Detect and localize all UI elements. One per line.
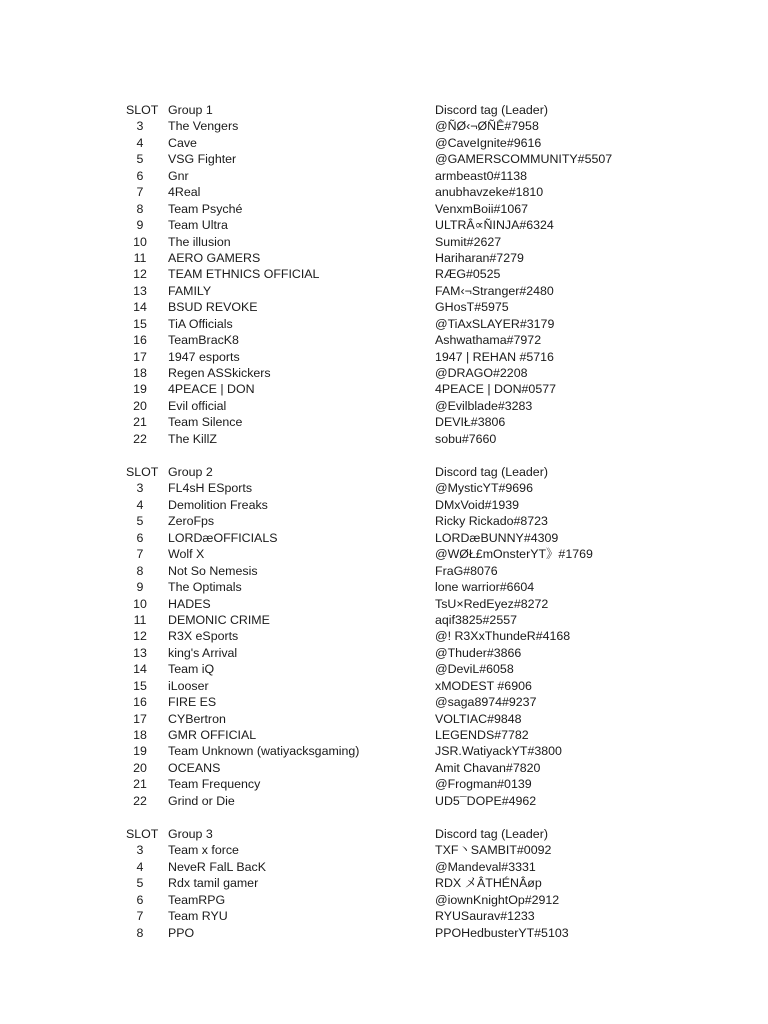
table-row [0, 151, 768, 167]
slot-number: 11 [133, 612, 147, 627]
discord-tag-header: Discord tag (Leader) [435, 465, 548, 479]
slot-number: 7 [136, 909, 144, 924]
slot-number: 4 [136, 859, 144, 874]
slot-number: 16 [133, 333, 147, 348]
discord-tag: sobu#7660 [435, 431, 497, 446]
discord-tag: RYUSaurav#1233 [435, 909, 535, 924]
discord-tag: @WØŁ£mOnsterYT》#1769 [435, 547, 593, 562]
slot-number: 20 [133, 760, 147, 775]
slot-number: 6 [136, 892, 144, 907]
table-row [0, 530, 768, 546]
slot-number: 19 [133, 382, 147, 397]
discord-tag: Ashwathama#7972 [435, 333, 542, 348]
discord-tag: @MysticYT#9696 [435, 481, 533, 496]
slot-number: 12 [133, 629, 147, 644]
slot-number: 22 [133, 431, 147, 446]
team-name: DEMONIC CRIME [168, 612, 270, 627]
table-row [0, 727, 768, 743]
slot-number: 15 [133, 678, 147, 693]
discord-tag: 4PEACE | DON#0577 [435, 382, 556, 397]
slot-number: 5 [136, 152, 144, 167]
discord-tag: Sumit#2627 [435, 234, 502, 249]
slot-number: 10 [133, 596, 147, 611]
table-row [0, 201, 768, 217]
slot-header: SLOT [126, 103, 159, 117]
team-name: Team Silence [168, 415, 243, 430]
team-name: Team iQ [168, 662, 215, 677]
team-name: Team Psyché [168, 201, 243, 216]
slot-number: 21 [133, 415, 147, 430]
table-row [0, 596, 768, 612]
table-row [0, 118, 768, 134]
discord-tag-header: Discord tag (Leader) [435, 827, 548, 841]
table-row [0, 234, 768, 250]
group-header-row [0, 102, 768, 118]
discord-tag: GHosT#5975 [435, 300, 509, 315]
group-section [0, 464, 768, 809]
slot-number: 8 [136, 925, 144, 940]
team-name: VSG Fighter [168, 152, 237, 167]
slot-number: 19 [133, 744, 147, 759]
discord-tag: anubhavzeke#1810 [435, 185, 544, 200]
team-name: The KillZ [168, 431, 217, 446]
table-row [0, 135, 768, 151]
slot-number: 21 [133, 777, 147, 792]
team-name: NeveR FalL BacK [168, 859, 267, 874]
table-row [0, 743, 768, 759]
slot-number: 4 [136, 135, 144, 150]
team-name: Not So Nemesis [168, 563, 258, 578]
discord-tag: @CaveIgnite#9616 [435, 135, 542, 150]
table-row [0, 711, 768, 727]
team-name: HADES [168, 596, 211, 611]
team-name: 4Real [168, 185, 201, 200]
discord-tag: VOLTIAC#9848 [435, 711, 522, 726]
table-row [0, 793, 768, 809]
discord-tag: @saga8974#9237 [435, 695, 537, 710]
table-row [0, 678, 768, 694]
table-row [0, 776, 768, 792]
team-name: ZeroFps [168, 514, 215, 529]
slot-number: 8 [136, 201, 144, 216]
discord-tag: Ricky Rickado#8723 [435, 514, 548, 529]
slot-number: 9 [136, 580, 144, 595]
discord-tag: @Frogman#0139 [435, 777, 532, 792]
table-row [0, 266, 768, 282]
table-row [0, 316, 768, 332]
discord-tag: FAM‹¬Stranger#2480 [435, 283, 554, 298]
discord-tag: ULTRÂ∝ÑINJA#6324 [435, 218, 554, 233]
team-name: FL4sH ESports [168, 481, 253, 496]
table-row [0, 925, 768, 941]
slot-header: SLOT [126, 827, 159, 841]
team-name: Team Unknown (watiyacksgaming) [168, 744, 360, 759]
discord-tag: TXF丶SAMBIT#0092 [435, 843, 552, 858]
slot-number: 13 [133, 645, 147, 660]
team-name: Cave [168, 135, 197, 150]
team-name: OCEANS [168, 760, 221, 775]
team-name: TiA Officials [168, 316, 233, 331]
discord-tag: PPOHedbusterYT#5103 [435, 925, 569, 940]
team-name: Gnr [168, 168, 189, 183]
table-row [0, 497, 768, 513]
slot-number: 22 [133, 793, 147, 808]
table-row [0, 398, 768, 414]
slot-number: 9 [136, 218, 144, 233]
table-row [0, 908, 768, 924]
discord-tag: @Thuder#3866 [435, 645, 522, 660]
team-name: 4PEACE | DON [168, 382, 255, 397]
table-row [0, 842, 768, 858]
table-row [0, 431, 768, 447]
table-row [0, 694, 768, 710]
discord-tag: @! R3XxThundeR#4168 [435, 629, 571, 644]
team-name: 1947 esports [168, 349, 240, 364]
discord-tag: @Evilblade#3283 [435, 398, 533, 413]
team-name: TeamRPG [168, 892, 226, 907]
slot-number: 20 [133, 398, 147, 413]
team-name: FAMILY [168, 283, 212, 298]
table-row [0, 283, 768, 299]
team-name: AERO GAMERS [168, 250, 261, 265]
group-section [0, 102, 768, 447]
table-row [0, 546, 768, 562]
discord-tag: lone warrior#6604 [435, 580, 535, 595]
team-name: BSUD REVOKE [168, 300, 258, 315]
table-row [0, 612, 768, 628]
team-name: FIRE ES [168, 695, 217, 710]
team-name: R3X eSports [168, 629, 239, 644]
slot-number: 12 [133, 267, 147, 282]
team-name: LORDæOFFICIALS [168, 530, 278, 545]
discord-tag: LORDæBUNNY#4309 [435, 530, 559, 545]
table-row [0, 859, 768, 875]
table-row [0, 628, 768, 644]
slot-header: SLOT [126, 465, 159, 479]
slot-number: 16 [133, 695, 147, 710]
slot-number: 10 [133, 234, 147, 249]
discord-tag: RDX メÂTHÉNÂøp [435, 876, 542, 891]
slot-number: 6 [136, 168, 144, 183]
table-row [0, 168, 768, 184]
table-row [0, 892, 768, 908]
slot-number: 3 [136, 481, 144, 496]
slot-number: 14 [133, 300, 147, 315]
team-name: The illusion [168, 234, 231, 249]
discord-tag: VenxmBoii#1067 [435, 201, 528, 216]
discord-tag: 1947 | REHAN #5716 [435, 349, 554, 364]
team-name: Team RYU [168, 909, 228, 924]
team-name: Evil official [168, 398, 227, 413]
slot-number: 4 [136, 497, 144, 512]
team-name: CYBertron [168, 711, 226, 726]
team-name: Wolf X [168, 547, 205, 562]
table-row [0, 645, 768, 661]
team-name: PPO [168, 925, 195, 940]
team-name: Team Frequency [168, 777, 261, 792]
table-row [0, 661, 768, 677]
slot-number: 8 [136, 563, 144, 578]
slot-number: 7 [136, 547, 144, 562]
table-row [0, 250, 768, 266]
discord-tag: @Mandeval#3331 [435, 859, 536, 874]
slot-number: 17 [133, 711, 147, 726]
group-title: Group 3 [168, 827, 213, 841]
discord-tag: @DeviL#6058 [435, 662, 514, 677]
slot-number: 18 [133, 728, 147, 742]
team-name: TEAM ETHNICS OFFICIAL [168, 267, 320, 282]
discord-tag: JSR.WatiyackYT#3800 [435, 744, 562, 759]
group-section [0, 826, 768, 941]
team-name: Rdx tamil gamer [168, 876, 259, 891]
discord-tag: DMxVoid#1939 [435, 497, 520, 512]
discord-tag: @ÑØ‹¬ØÑÊ#7958 [435, 119, 539, 134]
table-row [0, 217, 768, 233]
slot-number: 5 [136, 876, 144, 891]
slot-number: 7 [136, 185, 144, 200]
table-row [0, 760, 768, 776]
discord-tag: RÆG#0525 [435, 267, 501, 282]
slot-number: 3 [136, 843, 144, 858]
group-header-row [0, 826, 768, 842]
team-name: Grind or Die [168, 793, 235, 808]
slot-number: 13 [133, 283, 147, 298]
discord-tag: @TiAxSLAYER#3179 [435, 316, 555, 331]
slot-number: 3 [136, 119, 144, 134]
table-row [0, 381, 768, 397]
group-title: Group 2 [168, 465, 213, 479]
table-row [0, 563, 768, 579]
discord-tag: UD5¯DOPE#4962 [435, 793, 537, 808]
group-title: Group 1 [168, 103, 213, 117]
discord-tag: aqif3825#2557 [435, 612, 517, 627]
discord-tag: Amit Chavan#7820 [435, 760, 541, 775]
discord-tag: @DRAGO#2208 [435, 366, 528, 380]
team-name: Team Ultra [168, 218, 228, 233]
slot-number: 5 [136, 514, 144, 529]
discord-tag: LEGENDS#7782 [435, 728, 529, 742]
discord-tag: DEVIŁ#3806 [435, 415, 506, 430]
discord-tag: xMODEST #6906 [435, 678, 532, 693]
team-name: iLooser [168, 678, 209, 693]
team-name: Team x force [168, 843, 239, 858]
slot-number: 17 [133, 349, 147, 364]
slot-number: 11 [133, 250, 147, 265]
team-name: GMR OFFICIAL [168, 728, 257, 742]
team-name: The Vengers [168, 119, 239, 134]
table-row [0, 480, 768, 496]
table-row [0, 414, 768, 430]
table-row [0, 579, 768, 595]
table-row [0, 332, 768, 348]
discord-tag: armbeast0#1138 [435, 168, 528, 183]
discord-tag: Hariharan#7279 [435, 250, 524, 265]
discord-tag: @GAMERSCOMMUNITY#5507 [435, 152, 613, 167]
team-name: TeamBracK8 [168, 333, 239, 348]
discord-tag: TsU×RedEyez#8272 [435, 596, 549, 611]
table-row [0, 513, 768, 529]
discord-tag-header: Discord tag (Leader) [435, 103, 548, 117]
table-row [0, 875, 768, 891]
slot-number: 14 [133, 662, 147, 677]
table-row [0, 184, 768, 200]
table-row [0, 349, 768, 365]
table-row [0, 365, 768, 381]
table-row [0, 299, 768, 315]
discord-tag: FraG#8076 [435, 563, 498, 578]
slot-number: 6 [136, 530, 144, 545]
slot-number: 15 [133, 316, 147, 331]
team-name: Demolition Freaks [168, 497, 268, 512]
team-name: The Optimals [168, 580, 242, 595]
group-header-row [0, 464, 768, 480]
discord-tag: @iownKnightOp#2912 [435, 892, 560, 907]
team-name: king's Arrival [168, 645, 238, 660]
slot-number: 18 [133, 366, 147, 380]
team-name: Regen ASSkickers [168, 366, 271, 380]
